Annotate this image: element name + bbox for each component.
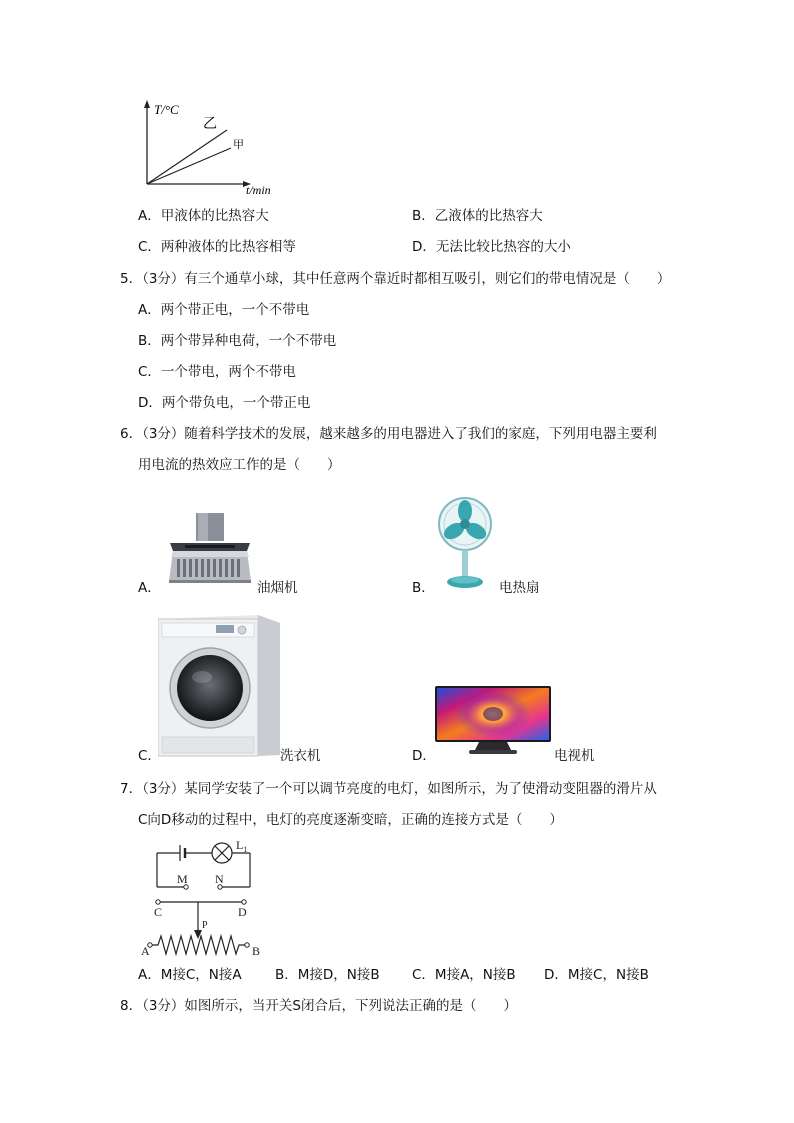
washing-machine-image (158, 615, 282, 757)
q5-option-b[interactable]: B．两个带异种电荷，一个不带电 (138, 333, 337, 349)
terminal-b (245, 943, 249, 947)
q4-option-b[interactable]: B．乙液体的比热容大 (412, 208, 543, 224)
q6-option-b-letter[interactable]: B． (412, 580, 435, 596)
terminal-d (242, 900, 246, 904)
q7-option-c[interactable]: C．M接A，N接B (412, 967, 516, 983)
range-hood-image (165, 513, 255, 585)
label-a: A (141, 944, 150, 958)
label-p: P (202, 920, 208, 931)
q8-stem: 8．（3分）如图所示，当开关S闭合后，下列说法正确的是（ ） (120, 998, 517, 1014)
y-axis-label: T/°C (154, 102, 179, 117)
q6-option-c-name: 洗衣机 (280, 748, 321, 764)
label-d: D (238, 905, 247, 919)
label-n: N (215, 872, 224, 886)
q6-stem-line2: 用电流的热效应工作的是（ ） (138, 457, 341, 473)
q4-option-a[interactable]: A．甲液体的比热容大 (138, 208, 269, 224)
label-c: C (154, 905, 163, 919)
y-axis-arrow (144, 100, 150, 108)
q6-option-b-name: 电热扇 (499, 580, 540, 596)
line-yi (147, 130, 227, 184)
q5-option-a[interactable]: A．两个带正电，一个不带电 (138, 302, 310, 318)
label-b: B (252, 944, 261, 958)
q6-option-a-name: 油烟机 (257, 580, 298, 596)
line-jia-label: 甲 (233, 138, 244, 151)
q4-option-c[interactable]: C．两种液体的比热容相等 (138, 239, 296, 255)
q6-option-d-letter[interactable]: D． (412, 748, 436, 764)
q7-option-b[interactable]: B．M接D，N接B (275, 967, 380, 983)
q7-stem-line2: C向D移动的过程中，电灯的亮度逐渐变暗，正确的连接方式是（ ） (138, 812, 563, 828)
q7-option-a[interactable]: A．M接C，N接A (138, 967, 242, 983)
q4-option-d[interactable]: D．无法比较比热容的大小 (412, 239, 571, 255)
label-lamp: $L_1$ (236, 838, 248, 854)
circuit-diagram (140, 835, 270, 960)
television-image (435, 686, 551, 756)
terminal-c (156, 900, 160, 904)
line-yi-label: 乙 (203, 116, 217, 132)
q5-stem: 5．（3分）有三个通草小球，其中任意两个靠近时都相互吸引，则它们的带电情况是（ ） (120, 271, 671, 287)
q6-option-d-name: 电视机 (554, 748, 595, 764)
q5-option-d[interactable]: D．两个带负电，一个带正电 (138, 395, 311, 411)
q7-stem-line1: 7．（3分）某同学安装了一个可以调节亮度的电灯，如图所示，为了使滑动变阻器的滑片从 (120, 781, 657, 797)
temperature-time-graph (135, 98, 285, 198)
x-axis-label: t/min (246, 183, 271, 197)
electric-fan-image (437, 494, 493, 590)
q6-option-a-letter[interactable]: A． (138, 580, 161, 596)
q6-option-c-letter[interactable]: C． (138, 748, 161, 764)
label-m: M (177, 872, 188, 886)
q5-option-c[interactable]: C．一个带电，两个不带电 (138, 364, 296, 380)
line-jia (147, 148, 231, 184)
q6-stem-line1: 6．（3分）随着科学技术的发展，越来越多的用电器进入了我们的家庭，下列用电器主要利 (120, 426, 657, 442)
q7-option-d[interactable]: D．M接C，N接B (544, 967, 649, 983)
